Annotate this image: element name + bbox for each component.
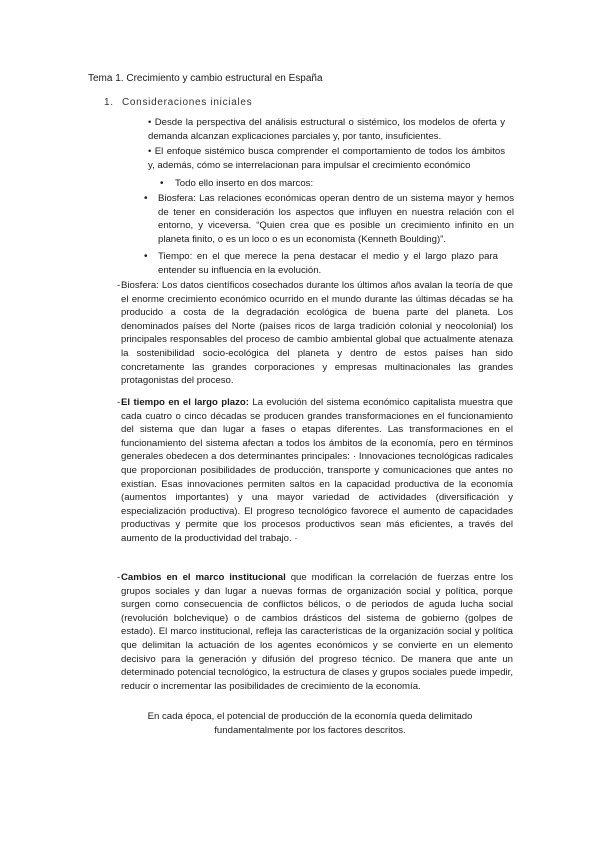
dash-item-text: La evolución del sistema económico capitalista muestra que cada cuatro o cinco décadas se producen grandes transformaciones en el funcionamiento del sistema que dan lugar a fases o etapas diferentes. Las transformaciones en el funcionamiento del sistema afectan a todos los ámbitos de la economía, pero en términos generales obedecen a dos determinantes principales: · Innovaciones tecnológicas radicales que proporcionan posibilidades de producción, transporte y comunicaciones que antes no existían. Esas innovaciones permiten saltos en la capacidad productiva de la economía (aumentos importantes) y una mayor variedad de actividades (diversificación y especialización productiva). El progreso tecnológico favorece el aumento de capacidades productivas y permite que los procesos productivos sean más eficientes, a través del aumento de la productividad del trabajo. · bbox=[121, 397, 513, 544]
section-number: 1. bbox=[104, 97, 114, 108]
dash-item-tiempo bbox=[121, 396, 513, 546]
section-label: Consideraciones iniciales bbox=[122, 97, 253, 108]
bullet-dot: • bbox=[144, 193, 148, 204]
marco-biosfera: Biosfera: Las relaciones económicas operan dentro de un sistema mayor y hemos de tener en consideración los aspectos que influyen en nuestra relación con el entorno, y viceversa. “Quien crea que es posible un crecimiento infinito en un planeta finito, o es un loco o es un economista (Kenneth Boulding)”. bbox=[158, 193, 514, 245]
dash-item-bold: Cambios en el marco institucional bbox=[121, 572, 286, 583]
section-heading bbox=[104, 96, 252, 110]
dash-marker: - bbox=[117, 280, 121, 291]
intro-bullet: • Desde la perspectiva del análisis estructural o sistémico, los modelos de oferta y demanda alcanzan explicaciones parciales y, por tanto, insuficientes. bbox=[148, 117, 505, 142]
bullet-dot: • bbox=[144, 251, 148, 262]
dash-item-bold: El tiempo en el largo plazo: bbox=[121, 397, 249, 408]
marco-tiempo: Tiempo: en el que merece la pena destacar el medio y el largo plazo para entender su influencia en la evolución. bbox=[158, 251, 498, 276]
dash-marker: - bbox=[117, 397, 121, 408]
closing-paragraph: En cada época, el potencial de producción de la economía queda delimitado fundamentalmente por los factores descritos. bbox=[147, 711, 473, 736]
intro-bullet: • El enfoque sistémico busca comprender el comportamiento de todos los ámbitos y, además, cómo se interrelacionan para impulsar el crecimiento económico bbox=[148, 146, 505, 171]
dash-item-biosfera bbox=[121, 279, 513, 388]
bullet-dot: • bbox=[160, 178, 164, 189]
dash-item-institucional bbox=[121, 571, 513, 693]
dash-item-text: Biosfera: Los datos científicos cosechados durante los últimos años avalan la teoría de que el enorme crecimiento económico ocurrido en el mundo durante las últimas décadas se ha producido a costa de la degradación ecológica de buena parte del planeta. Los denominados países del Norte (países ricos de larga tradición colonial y neocolonial) los principales responsables del proceso de cambio ambiental global que actualmente atenaza la sostenibilidad socio-ecológica del planeta y dentro de estos países han sido concretamente las grandes corporaciones y empresas multinacionales las grandes protagonistas del proceso. bbox=[121, 280, 513, 387]
dash-item-text: que modifican la correlación de fuerzas entre los grupos sociales y dan lugar a nuevas formas de organización social y política, porque surgen como consecuencia de conflictos bélicos, o de periodos de aguda lucha social (revolución bolchevique) o de cambios drásticos del sistema de gobierno (golpes de estado). El marco institucional, refleja las características de la organización social y política que delimitan la actuación de los agentes económicos y se convierte en un elemento decisivo para la generación y difusión del progreso técnico. De manera que ante un determinado potencial tecnológico, la estructura de clases y grupos sociales puede impedir, reducir o incrementar las posibilidades de crecimiento de la economía. bbox=[121, 572, 513, 692]
dash-marker: - bbox=[117, 572, 121, 583]
page-title: Tema 1. Crecimiento y cambio estructural en España bbox=[88, 73, 323, 84]
marcos-intro: Todo ello inserto en dos marcos: bbox=[175, 178, 314, 189]
